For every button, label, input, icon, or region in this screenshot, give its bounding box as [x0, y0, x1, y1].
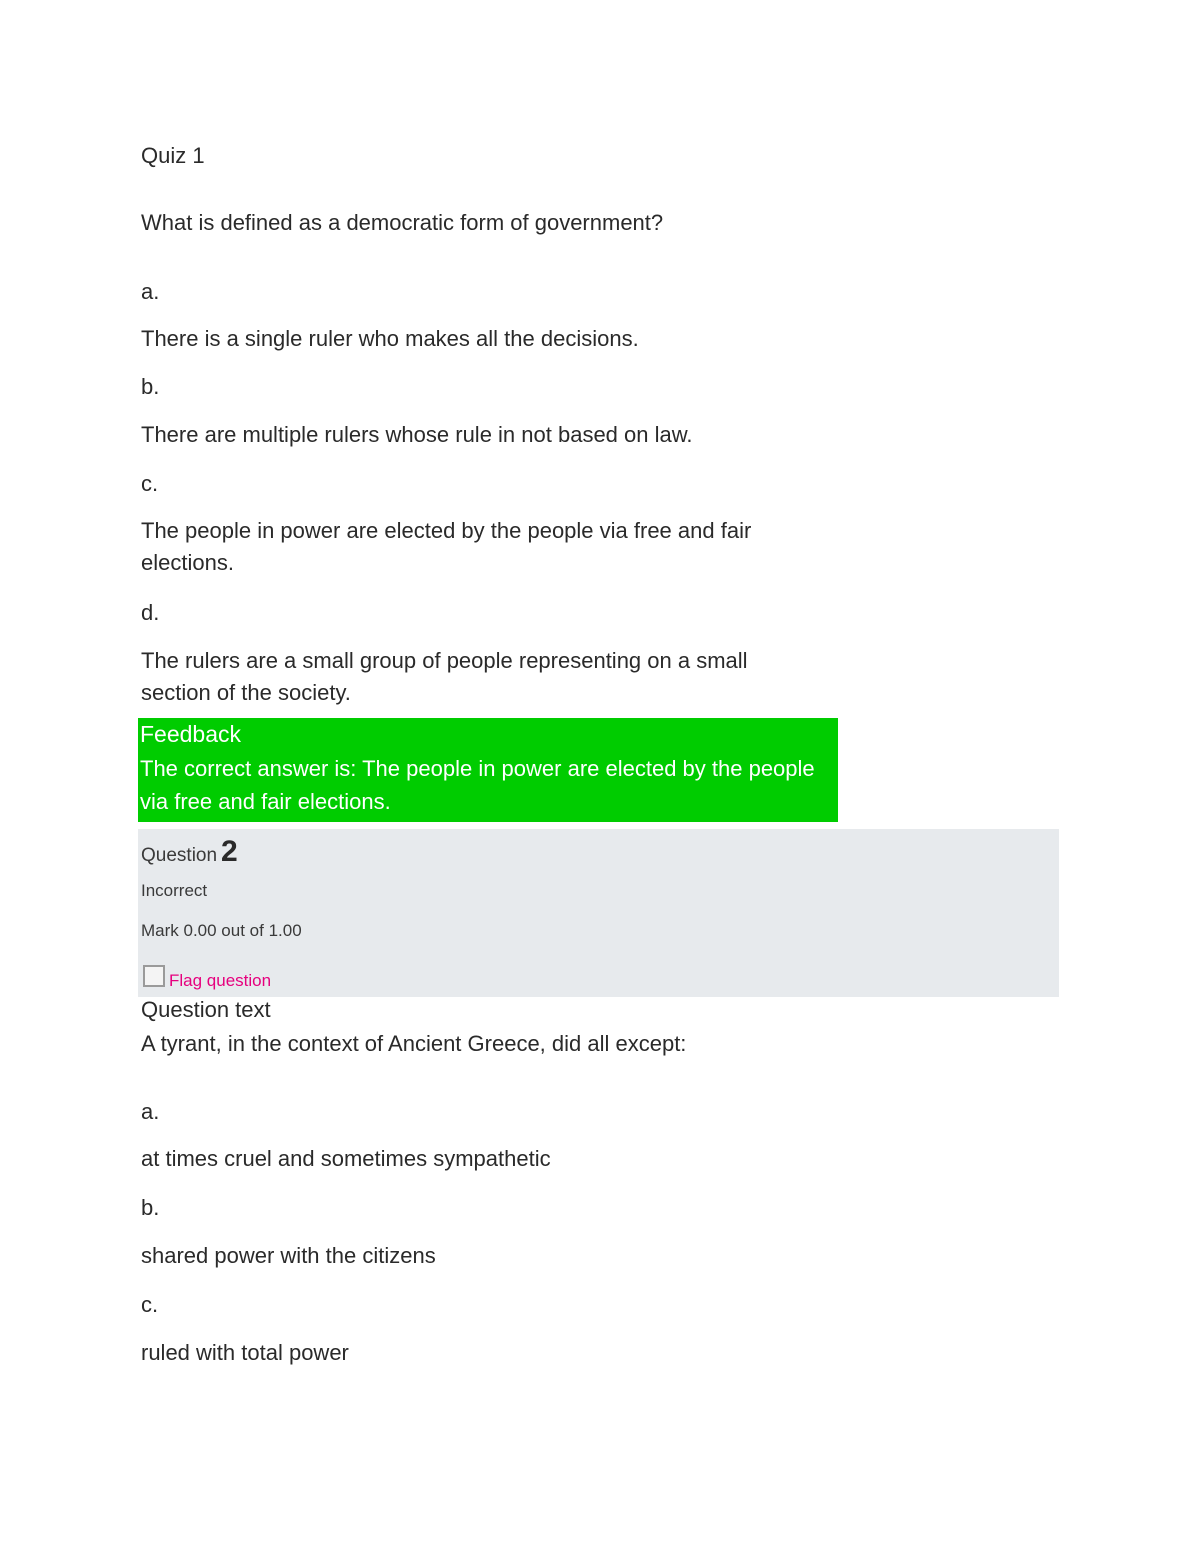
q2-option-c-letter[interactable]: c. — [141, 1292, 159, 1317]
q1-option-d-text[interactable]: The rulers are a small group of people representing on a small section of the society. — [141, 648, 748, 705]
q1-option-d-letter[interactable]: d. — [141, 600, 160, 625]
feedback-title: Feedback — [140, 721, 242, 747]
q1-option-c-text[interactable]: The people in power are elected by the people via free and fair elections. — [141, 518, 752, 575]
q1-option-a-letter[interactable]: a. — [141, 279, 160, 304]
q1-option-b-text[interactable]: There are multiple rulers whose rule in not based on law. — [141, 422, 693, 447]
question-2-text: A tyrant, in the context of Ancient Greece, did all except: — [141, 1031, 687, 1056]
question-1-text: What is defined as a democratic form of government? — [141, 210, 664, 235]
q2-option-a-letter[interactable]: a. — [141, 1099, 160, 1124]
flag-question-toggle[interactable] — [143, 962, 271, 990]
flag-question-link[interactable]: Flag question — [169, 971, 272, 990]
q2-option-c-text[interactable]: ruled with total power — [141, 1340, 349, 1365]
question-2-heading — [141, 835, 238, 869]
feedback-text: The correct answer is: The people in power are elected by the people via free and fair elections. — [140, 756, 815, 814]
question-state: Incorrect — [141, 881, 208, 900]
flag-checkbox[interactable] — [143, 965, 165, 987]
q1-option-c-letter[interactable]: c. — [141, 471, 159, 496]
question-number: 2 — [221, 835, 238, 868]
question-mark: Mark 0.00 out of 1.00 — [141, 921, 302, 940]
question-text-heading: Question text — [141, 997, 271, 1022]
feedback-panel — [138, 718, 838, 822]
question-2-info-panel — [138, 829, 1059, 997]
q2-option-b-text[interactable]: shared power with the citizens — [141, 1243, 436, 1268]
q1-option-b-letter[interactable]: b. — [141, 374, 160, 399]
q2-option-a-text[interactable]: at times cruel and sometimes sympathetic — [141, 1146, 551, 1171]
q1-option-a-text[interactable]: There is a single ruler who makes all the decisions. — [141, 326, 639, 351]
question-label: Question — [141, 845, 218, 866]
q2-option-b-letter[interactable]: b. — [141, 1195, 160, 1220]
quiz-title: Quiz 1 — [141, 143, 205, 168]
